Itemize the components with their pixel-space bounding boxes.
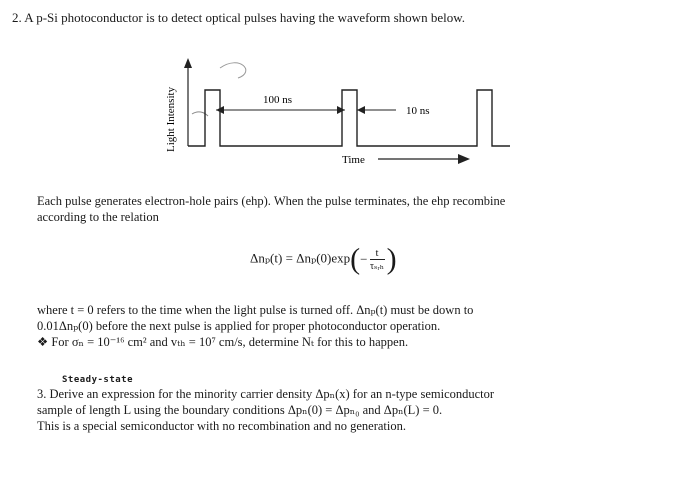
question-3-line-3: This is a special semiconductor with no recombination and no generation.: [37, 419, 407, 433]
equation-denominator: τₛᵣₕ: [370, 261, 385, 272]
pulse-width-label: 10 ns: [406, 105, 430, 117]
time-arrowhead: [458, 154, 470, 164]
y-axis-arrowhead: [184, 58, 192, 68]
handwritten-note: Steady-state: [62, 375, 134, 385]
time-axis-label: Time: [342, 154, 365, 166]
q2-paragraph-2-line-1: where t = 0 refers to the time when the light pulse is turned off. Δnₚ(t) must be down to: [37, 303, 474, 317]
equation-fraction: [370, 247, 385, 272]
pulse-waveform-figure: [160, 48, 520, 176]
equation-close-paren: ): [386, 242, 397, 276]
period-arrowhead-right: [337, 106, 345, 114]
q2-paragraph-1-line-1: Each pulse generates electron-hole pairs (ehp). When the pulse terminates, the ehp recombine: [37, 194, 506, 208]
pulse-train: [188, 90, 510, 146]
question-2-heading: 2. A p-Si photoconductor is to detect optical pulses having the waveform shown below.: [12, 10, 465, 25]
q2-paragraph-1-line-2: according to the relation: [37, 210, 159, 224]
q2-task-statement: ❖ For σₙ = 10⁻¹⁶ cm² and vₜₕ = 10⁷ cm/s, determine Nₜ for this to happen.: [37, 335, 409, 349]
question-3-line-1: 3. Derive an expression for the minority carrier density Δpₙ(x) for an n-type semiconductor: [37, 387, 495, 401]
equation-lhs: Δnₚ(t) = Δnₚ(0)exp: [250, 250, 351, 266]
period-label: 100 ns: [263, 94, 293, 106]
handwritten-scribble: [220, 63, 246, 78]
equation-open-paren: (: [350, 242, 361, 276]
recombination-equation: Δnₚ(t) = Δnₚ(0)exp(− $\frac{t}{\text{τₛᵣₕ}}$ ): [250, 242, 397, 276]
y-axis-label: Light Intensity: [165, 86, 177, 152]
equation-numerator: t: [370, 247, 385, 260]
pulse-width-arrowhead: [357, 106, 365, 114]
q2-paragraph-2-line-2: 0.01Δnₚ(0) before the next pulse is applied for proper photoconductor operation.: [37, 319, 441, 333]
question-3-line-2: sample of length L using the boundary conditions Δpₙ(0) = Δpₙ₀ and Δpₙ(L) = 0.: [37, 403, 443, 417]
